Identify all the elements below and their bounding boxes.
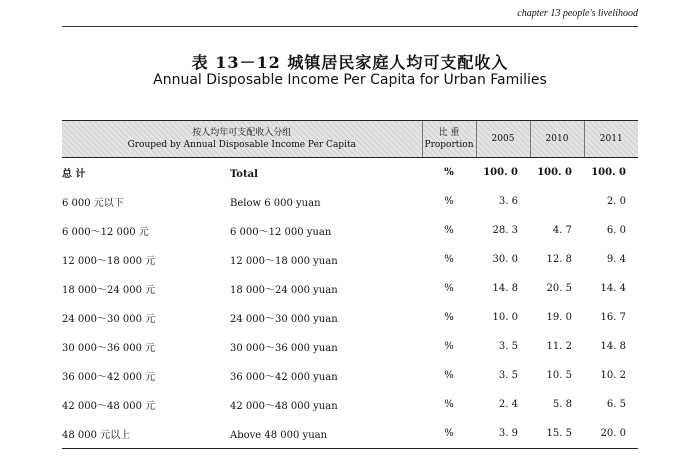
row-label-cell — [62, 303, 422, 332]
header-group — [62, 121, 422, 158]
table-row — [62, 216, 638, 245]
header-proportion-zh: 比 重 — [438, 128, 460, 138]
row-value-2011: 20. 0 — [584, 419, 638, 449]
row-unit: % — [444, 399, 454, 410]
income-table — [62, 120, 638, 449]
row-value-2005: 14. 8 — [492, 283, 518, 294]
row-value-2011: 10. 2 — [600, 370, 626, 381]
header-proportion — [422, 121, 476, 158]
header-year-2011: 2011 — [584, 121, 638, 158]
row-label-zh: 6 000～12 000 元 — [62, 227, 149, 238]
table-body — [62, 158, 638, 449]
row-label-en: 18 000～24 000 yuan — [230, 285, 338, 296]
table-row-total — [62, 158, 638, 188]
table-title-english: Annual Disposable Income Per Capita for Urban Families — [153, 72, 547, 88]
row-label-zh: 总 计 — [62, 169, 86, 180]
row-unit: % — [444, 370, 454, 381]
row-label-en: 36 000～42 000 yuan — [230, 372, 338, 383]
row-value-2005: 3. 6 — [498, 196, 518, 207]
row-label-zh: 42 000～48 000 元 — [62, 401, 156, 412]
row-label-zh: 12 000～18 000 元 — [62, 256, 156, 267]
row-value-2005: 3. 9 — [476, 419, 530, 449]
table-header-row — [62, 121, 638, 158]
table-title-chinese: 表 13－12 城镇居民家庭人均可支配收入 — [191, 53, 509, 72]
row-label-en: 30 000～36 000 yuan — [230, 343, 338, 354]
header-year-2010: 2010 — [530, 121, 584, 158]
income-table-container — [62, 120, 638, 449]
row-value-2011: 6. 5 — [606, 399, 626, 410]
row-label-en: 12 000～18 000 yuan — [230, 256, 338, 267]
row-value-2005: 28. 3 — [492, 225, 518, 236]
row-value-2010: 15. 5 — [530, 419, 584, 449]
header-proportion-en: Proportion — [424, 140, 474, 150]
row-label-zh: 18 000～24 000 元 — [62, 285, 156, 296]
row-value-2005: 100. 0 — [483, 167, 518, 178]
header-year-2005: 2005 — [476, 121, 530, 158]
row-unit: % — [444, 167, 454, 178]
row-label-en: 42 000～48 000 yuan — [230, 401, 338, 412]
row-label-cell — [62, 216, 422, 245]
row-unit: % — [422, 419, 476, 449]
row-value-2010: 10. 5 — [546, 370, 572, 381]
table-row — [62, 187, 638, 216]
row-value-2011: 16. 7 — [600, 312, 626, 323]
row-value-2011: 9. 4 — [606, 254, 626, 265]
row-value-2005: 30. 0 — [492, 254, 518, 265]
row-label-zh: 48 000 元以上 — [62, 430, 131, 441]
row-unit: % — [444, 254, 454, 265]
row-label-en: Below 6 000 yuan — [230, 198, 321, 209]
row-value-2010: 5. 8 — [552, 399, 572, 410]
row-label-cell — [62, 419, 422, 449]
table-row — [62, 303, 638, 332]
row-label-cell — [62, 274, 422, 303]
row-value-2010: 4. 7 — [552, 225, 572, 236]
row-label-cell — [62, 187, 422, 216]
row-value-2010: 19. 0 — [546, 312, 572, 323]
row-label-en: 24 000～30 000 yuan — [230, 314, 338, 325]
row-value-2010: 100. 0 — [537, 167, 572, 178]
row-label-en: Total — [230, 169, 258, 180]
row-unit: % — [444, 196, 454, 207]
row-value-2011: 6. 0 — [606, 225, 626, 236]
row-label-zh: 36 000～42 000 元 — [62, 372, 156, 383]
row-value-2010: 20. 5 — [546, 283, 572, 294]
row-value-2010: 12. 8 — [546, 254, 572, 265]
header-group-zh: 按人均年可支配收入分组 — [192, 128, 292, 138]
row-value-2010 — [530, 187, 584, 216]
row-label-en: Above 48 000 yuan — [230, 430, 328, 441]
table-row — [62, 419, 638, 449]
row-label-cell — [62, 332, 422, 361]
row-label-cell — [62, 361, 422, 390]
header-group-en: Grouped by Annual Disposable Income Per Capita — [127, 140, 356, 150]
table-row — [62, 332, 638, 361]
row-value-2005: 10. 0 — [492, 312, 518, 323]
row-unit: % — [444, 283, 454, 294]
row-label-zh: 30 000～36 000 元 — [62, 343, 156, 354]
row-value-2005: 3. 5 — [498, 341, 518, 352]
row-value-2011: 14. 8 — [600, 341, 626, 352]
table-row — [62, 390, 638, 419]
row-value-2005: 2. 4 — [498, 399, 518, 410]
row-label-zh: 6 000 元以下 — [62, 198, 124, 209]
row-label-cell — [62, 158, 422, 188]
row-unit: % — [444, 312, 454, 323]
row-value-2011: 14. 4 — [600, 283, 626, 294]
row-value-2011: 2. 0 — [606, 196, 626, 207]
running-head: chapter 13 people's livelihood — [62, 8, 638, 27]
row-unit: % — [444, 225, 454, 236]
row-value-2005: 3. 5 — [498, 370, 518, 381]
table-row — [62, 274, 638, 303]
row-label-zh: 24 000～30 000 元 — [62, 314, 156, 325]
row-value-2011: 100. 0 — [591, 167, 626, 178]
row-value-2010: 11. 2 — [546, 341, 572, 352]
row-label-en: 6 000～12 000 yuan — [230, 227, 332, 238]
table-row — [62, 245, 638, 274]
table-row — [62, 361, 638, 390]
row-label-cell — [62, 390, 422, 419]
row-unit: % — [444, 341, 454, 352]
row-label-cell — [62, 245, 422, 274]
